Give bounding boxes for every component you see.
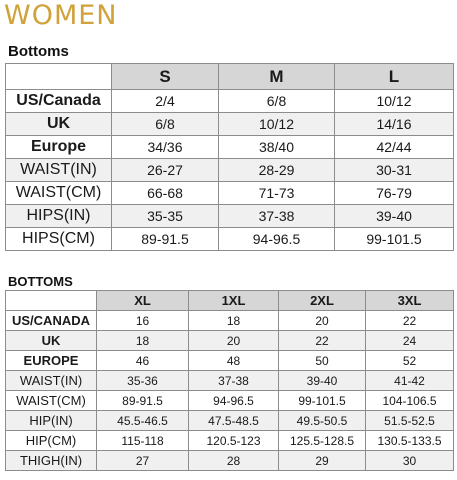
table-cell: 94-96.5 <box>219 228 335 251</box>
row-label: WAIST(IN) <box>6 371 97 391</box>
table-cell: 48 <box>189 351 279 371</box>
page-title: WOMEN <box>4 0 118 31</box>
header-blank-cell <box>6 64 112 90</box>
table-cell: 49.5-50.5 <box>279 411 366 431</box>
table-cell: 38/40 <box>219 136 335 159</box>
table-cell: 39-40 <box>279 371 366 391</box>
table-cell: 6/8 <box>219 90 335 113</box>
table-cell: 29 <box>279 451 366 471</box>
size-header: L <box>335 64 454 90</box>
table-row <box>6 136 454 159</box>
row-label: HIP(IN) <box>6 411 97 431</box>
table-row <box>6 431 454 451</box>
size-header: 3XL <box>366 291 454 311</box>
row-label: UK <box>6 331 97 351</box>
table-row <box>6 311 454 331</box>
table-row <box>6 159 454 182</box>
table-row <box>6 182 454 205</box>
table-cell: 14/16 <box>335 113 454 136</box>
row-label: HIPS(IN) <box>6 205 112 228</box>
table-cell: 34/36 <box>112 136 219 159</box>
table-cell: 22 <box>279 331 366 351</box>
row-label: WAIST(IN) <box>6 159 112 182</box>
table-cell: 10/12 <box>335 90 454 113</box>
table-row <box>6 113 454 136</box>
table-cell: 28 <box>189 451 279 471</box>
table-cell: 35-36 <box>97 371 189 391</box>
table-row <box>6 90 454 113</box>
table-cell: 39-40 <box>335 205 454 228</box>
row-label: US/Canada <box>6 90 112 113</box>
row-label: US/CANADA <box>6 311 97 331</box>
table-cell: 24 <box>366 331 454 351</box>
table-cell: 50 <box>279 351 366 371</box>
table-cell: 41-42 <box>366 371 454 391</box>
table-cell: 20 <box>189 331 279 351</box>
table-row <box>6 391 454 411</box>
table-cell: 30 <box>366 451 454 471</box>
bottoms-size-table <box>5 63 454 251</box>
table-cell: 37-38 <box>189 371 279 391</box>
table-cell: 89-91.5 <box>97 391 189 411</box>
table-cell: 130.5-133.5 <box>366 431 454 451</box>
bottoms-plus-size-table <box>5 290 454 471</box>
table-cell: 27 <box>97 451 189 471</box>
table-cell: 18 <box>97 331 189 351</box>
table-cell: 46 <box>97 351 189 371</box>
bottoms-table-label: Bottoms <box>8 43 69 60</box>
table-cell: 22 <box>366 311 454 331</box>
table-cell: 20 <box>279 311 366 331</box>
row-label: WAIST(CM) <box>6 391 97 411</box>
size-header: 2XL <box>279 291 366 311</box>
bottoms-plus-table-label: BOTTOMS <box>8 274 73 289</box>
table-cell: 47.5-48.5 <box>189 411 279 431</box>
size-header: S <box>112 64 219 90</box>
table-cell: 71-73 <box>219 182 335 205</box>
row-label: WAIST(CM) <box>6 182 112 205</box>
table-cell: 18 <box>189 311 279 331</box>
table-cell: 6/8 <box>112 113 219 136</box>
table-cell: 66-68 <box>112 182 219 205</box>
table-cell: 16 <box>97 311 189 331</box>
table-cell: 28-29 <box>219 159 335 182</box>
table-cell: 2/4 <box>112 90 219 113</box>
row-label: UK <box>6 113 112 136</box>
table-cell: 125.5-128.5 <box>279 431 366 451</box>
table-row <box>6 451 454 471</box>
table-cell: 51.5-52.5 <box>366 411 454 431</box>
table-cell: 94-96.5 <box>189 391 279 411</box>
table-cell: 37-38 <box>219 205 335 228</box>
table-row <box>6 411 454 431</box>
table-header-row <box>6 291 454 311</box>
table-row <box>6 228 454 251</box>
table-cell: 35-35 <box>112 205 219 228</box>
table-header-row <box>6 64 454 90</box>
table-cell: 42/44 <box>335 136 454 159</box>
table-cell: 30-31 <box>335 159 454 182</box>
table-cell: 99-101.5 <box>335 228 454 251</box>
header-blank-cell <box>6 291 97 311</box>
table-row <box>6 331 454 351</box>
table-cell: 99-101.5 <box>279 391 366 411</box>
row-label: THIGH(IN) <box>6 451 97 471</box>
table-cell: 89-91.5 <box>112 228 219 251</box>
table-cell: 120.5-123 <box>189 431 279 451</box>
row-label: EUROPE <box>6 351 97 371</box>
row-label: HIP(CM) <box>6 431 97 451</box>
row-label: HIPS(CM) <box>6 228 112 251</box>
table-cell: 115-118 <box>97 431 189 451</box>
size-header: M <box>219 64 335 90</box>
table-row <box>6 205 454 228</box>
table-cell: 76-79 <box>335 182 454 205</box>
size-header: XL <box>97 291 189 311</box>
table-cell: 104-106.5 <box>366 391 454 411</box>
row-label: Europe <box>6 136 112 159</box>
table-cell: 10/12 <box>219 113 335 136</box>
table-row <box>6 371 454 391</box>
table-cell: 52 <box>366 351 454 371</box>
table-cell: 45.5-46.5 <box>97 411 189 431</box>
table-row <box>6 351 454 371</box>
table-cell: 26-27 <box>112 159 219 182</box>
size-header: 1XL <box>189 291 279 311</box>
